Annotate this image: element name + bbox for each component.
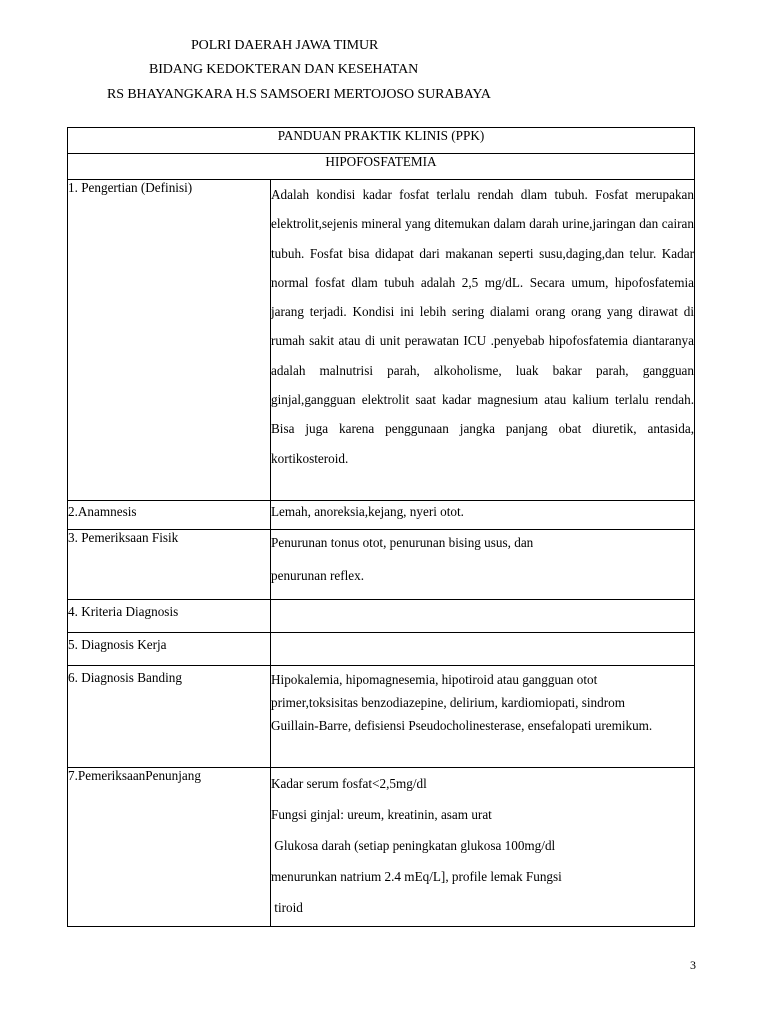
row-value bbox=[271, 768, 695, 927]
table-row bbox=[68, 501, 695, 530]
row-value bbox=[271, 600, 695, 633]
row-value: Lemah, anoreksia,kejang, nyeri otot. bbox=[271, 501, 695, 530]
table-row bbox=[68, 180, 695, 501]
value-line: Glukosa darah (setiap peningkatan glukosa 100mg/dl bbox=[271, 838, 556, 853]
value-line: Penurunan tonus otot, penurunan bising usus, dan bbox=[271, 535, 534, 550]
ppk-table bbox=[67, 127, 695, 927]
value-line: Hipokalemia, hipomagnesemia, hipotiroid atau gangguan otot bbox=[271, 672, 598, 687]
page-number: 3 bbox=[690, 958, 696, 972]
row-value bbox=[271, 633, 695, 666]
table-subtitle-row bbox=[68, 154, 695, 180]
table-row bbox=[68, 530, 695, 600]
table-row bbox=[68, 633, 695, 666]
value-line: Kadar serum fosfat<2,5mg/dl bbox=[271, 776, 427, 791]
row-label: 2.Anamnesis bbox=[68, 501, 271, 530]
row-label: 1. Pengertian (Definisi) bbox=[68, 180, 271, 501]
value-line: Guillain-Barre, defisiensi Pseudocholinesterase, ensefalopati uremikum. bbox=[271, 718, 653, 733]
table-title-row bbox=[68, 128, 695, 154]
header-line-1: POLRI DAERAH JAWA TIMUR bbox=[191, 38, 379, 53]
header-line-3: RS BHAYANGKARA H.S SAMSOERI MERTOJOSO SURABAYA bbox=[107, 87, 491, 102]
row-label: 7.PemeriksaanPenunjang bbox=[68, 768, 271, 927]
row-label: 5. Diagnosis Kerja bbox=[68, 633, 271, 666]
row-value bbox=[271, 666, 695, 768]
row-value bbox=[271, 180, 695, 501]
value-line: tiroid bbox=[271, 900, 303, 915]
value-line: penurunan reflex. bbox=[271, 568, 365, 583]
row-label: 3. Pemeriksaan Fisik bbox=[68, 530, 271, 600]
table-subtitle: HIPOFOSFATEMIA bbox=[68, 154, 695, 180]
value-line: primer,toksisitas benzodiazepine, delirium, kardiomiopati, sindrom bbox=[271, 695, 625, 710]
table-row bbox=[68, 600, 695, 633]
definition-text: Adalah kondisi kadar fosfat terlalu rendah dlam tubuh. Fosfat merupakan elektrolit,sejenis mineral yang ditemukan dalam darah urine,jaringan dan cairan tubuh. Fosfat bisa didapat dari makanan seperti susu,daging,dan telur. Kadar normal fosfat dlam tubuh adalah 2,5 mg/dL. Secara umum, hipofosfatemia jarang terjadi. Kondisi ini lebih sering dialami orang orang yang dirawat di rumah sakit atau di unit perawatan ICU .penyebab hipofosfatemia diantaranya adalah malnutrisi parah, alkoholisme, luak bakar parah, gangguan ginjal,gangguan elektrolit saat kadar magnesium atau kalium terlalu rendah. Bisa juga karena penggunaan jangka panjang obat diuretik, antasida, kortikosteroid. bbox=[271, 187, 694, 466]
table-title: PANDUAN PRAKTIK KLINIS (PPK) bbox=[68, 128, 695, 154]
table-row bbox=[68, 768, 695, 927]
value-line: Fungsi ginjal: ureum, kreatinin, asam urat bbox=[271, 807, 492, 822]
row-value bbox=[271, 530, 695, 600]
header-line-2: BIDANG KEDOKTERAN DAN KESEHATAN bbox=[149, 62, 419, 77]
table-row bbox=[68, 666, 695, 768]
row-label: 4. Kriteria Diagnosis bbox=[68, 600, 271, 633]
row-label: 6. Diagnosis Banding bbox=[68, 666, 271, 768]
value-line: menurunkan natrium 2.4 mEq/L], profile lemak Fungsi bbox=[271, 869, 562, 884]
